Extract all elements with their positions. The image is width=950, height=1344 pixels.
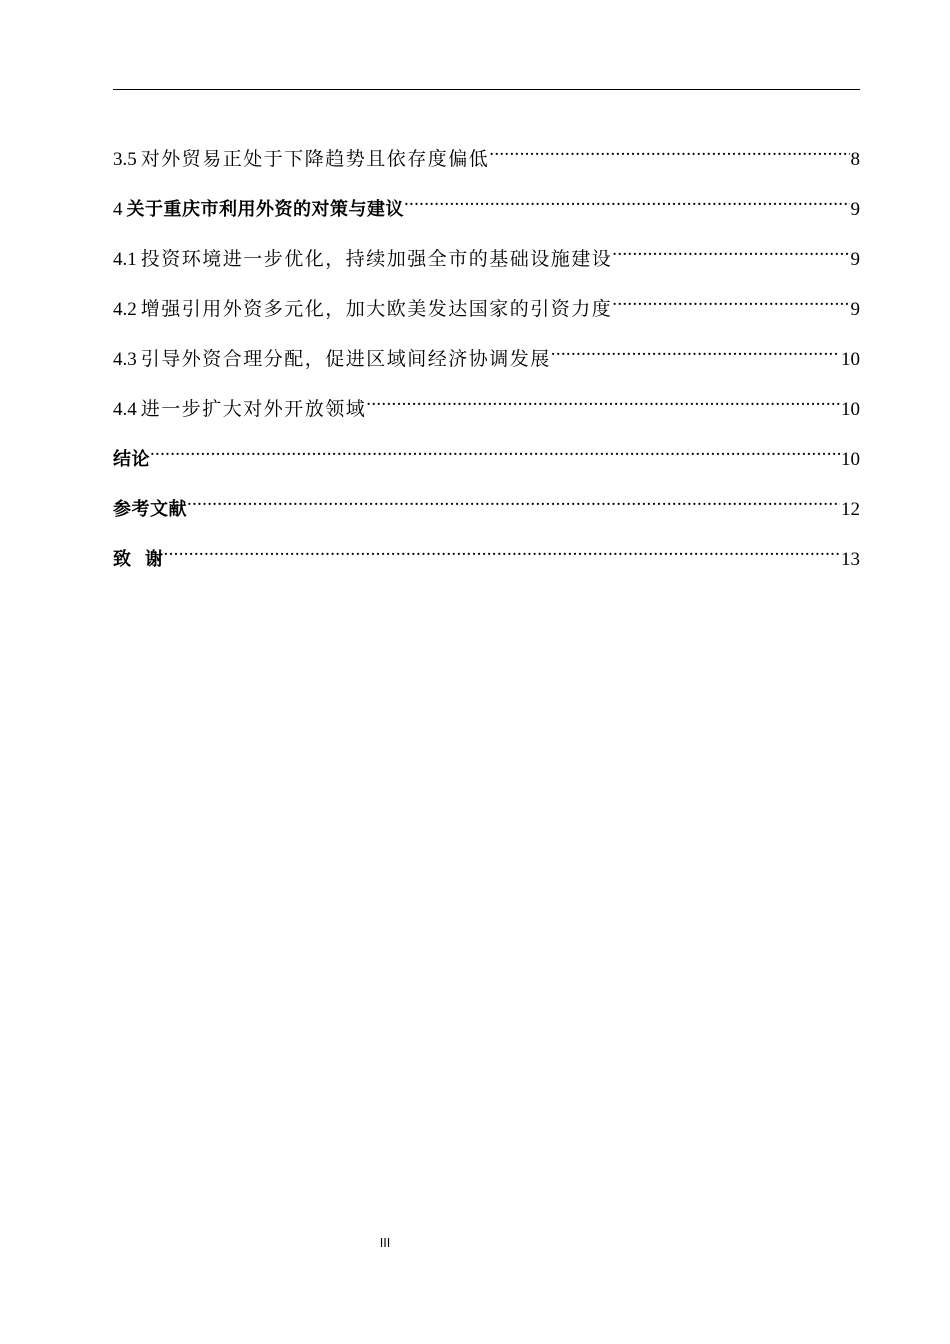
toc-entry-page: 8 [850, 149, 860, 170]
toc-dot-leader [164, 535, 840, 565]
toc-dot-leader [612, 235, 849, 265]
toc-entry-page: 12 [841, 499, 860, 520]
toc-entry[interactable] [113, 185, 860, 235]
toc-entry[interactable] [113, 285, 860, 335]
toc-dot-leader [489, 135, 849, 165]
toc-entry-page: 9 [850, 299, 860, 320]
toc-entry-page: 10 [841, 399, 860, 420]
toc-entry[interactable] [113, 435, 860, 485]
toc-entry-page: 13 [841, 549, 860, 570]
toc-entry[interactable] [113, 135, 860, 185]
toc-entry[interactable] [113, 535, 860, 585]
toc-entry-title: 对外贸易正处于下降趋势且依存度偏低 [140, 149, 490, 170]
toc-entry-title: 参考文献 [113, 499, 187, 520]
toc-entry-label [113, 545, 164, 575]
table-of-contents [113, 135, 860, 585]
toc-entry-title: 投资环境进一步优化，持续加强全市的基础设施建设 [140, 249, 613, 270]
toc-entry[interactable] [113, 485, 860, 535]
toc-entry[interactable] [113, 385, 860, 435]
toc-dot-leader [150, 435, 840, 465]
toc-entry-label [113, 145, 489, 175]
toc-entry-label [113, 245, 612, 275]
toc-entry-title: 关于重庆市利用外资的对策与建议 [126, 199, 404, 220]
toc-entry-page: 10 [841, 449, 860, 470]
toc-entry[interactable] [113, 335, 860, 385]
toc-entry-number: 4 [113, 199, 123, 220]
toc-entry-page: 9 [850, 249, 860, 270]
toc-entry-number: 4.2 [113, 299, 137, 320]
toc-entry-number: 4.1 [113, 249, 137, 270]
toc-entry-label [113, 445, 150, 475]
toc-entry-label [113, 495, 187, 525]
toc-entry-title: 引导外资合理分配，促进区域间经济协调发展 [140, 349, 551, 370]
toc-entry-page: 9 [850, 199, 860, 220]
toc-entry-page: 10 [841, 349, 860, 370]
toc-entry-label [113, 395, 366, 425]
toc-entry-label [113, 295, 612, 325]
toc-entry-title: 致 谢 [113, 549, 164, 570]
toc-dot-leader [612, 285, 849, 315]
toc-entry-title: 增强引用外资多元化，加大欧美发达国家的引资力度 [140, 299, 613, 320]
toc-dot-leader [366, 385, 840, 415]
toc-dot-leader [404, 185, 850, 215]
page-number: III [379, 1236, 391, 1250]
toc-dot-leader [551, 335, 840, 365]
toc-entry[interactable] [113, 235, 860, 285]
toc-entry-title: 结论 [113, 449, 150, 470]
toc-dot-leader [187, 485, 840, 515]
toc-entry-number: 3.5 [113, 149, 137, 170]
header-rule [113, 89, 860, 90]
toc-entry-label [113, 345, 551, 375]
toc-entry-number: 4.4 [113, 399, 137, 420]
toc-entry-label [113, 195, 404, 225]
toc-entry-title: 进一步扩大对外开放领域 [140, 399, 367, 420]
toc-entry-number: 4.3 [113, 349, 137, 370]
